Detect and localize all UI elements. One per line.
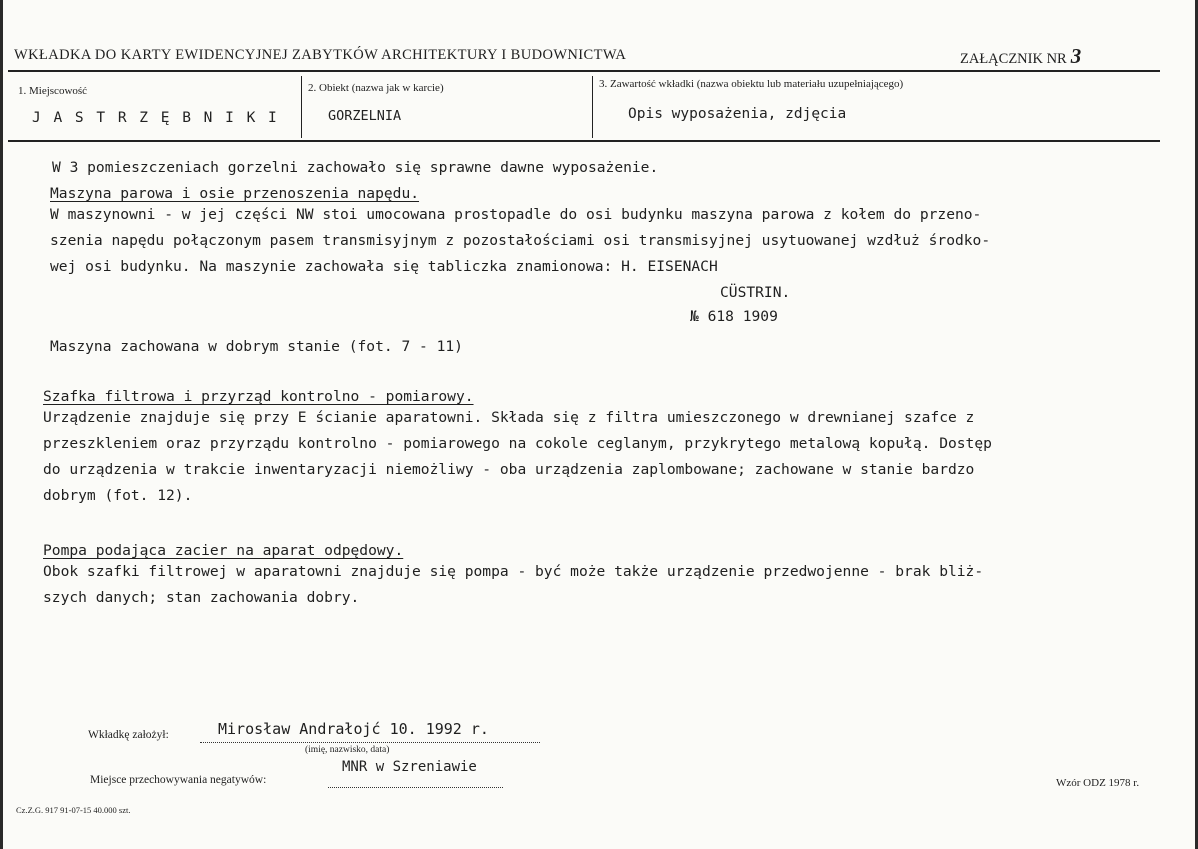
negatives-value: MNR w Szreniawie: [342, 759, 477, 775]
field-divider-2: [592, 76, 593, 138]
annex-number: 3: [1070, 44, 1082, 68]
header-bottom-rule: [8, 140, 1160, 142]
object-label: 2. Obiekt (nazwa jak w karcie): [308, 82, 444, 94]
created-hint: (imię, nazwisko, data): [305, 745, 390, 755]
form-code: Wzór ODZ 1978 r.: [1056, 777, 1140, 789]
section1-line-2: szenia napędu połączonym pasem transmisyjnym z pozostałościami osi transmisyjnej usytuowanej wzdłuż środko-: [50, 232, 991, 249]
header-top-rule: [8, 70, 1160, 72]
page-left-edge: [0, 0, 3, 849]
section2-line-1: Urządzenie znajduje się przy E ścianie aparatowni. Składa się z filtra umieszczonego w drewnianej szafce z: [43, 409, 975, 426]
plate-line-3: № 618 1909: [690, 308, 778, 325]
place-label: 1. Miejscowość: [18, 85, 88, 97]
field-divider-1: [301, 76, 302, 138]
section2-line-3: do urządzenia w trakcie inwentaryzacji niemożliwy - oba urządzenia zaplombowane; zachowane w stanie bardzo: [43, 461, 975, 478]
section3-heading: Pompa podająca zacier na aparat odpędowy.: [43, 542, 404, 559]
form-title: WKŁADKA DO KARTY EWIDENCYJNEJ ZABYTKÓW ARCHITEKTURY I BUDOWNICTWA: [14, 47, 627, 63]
content-label: 3. Zawartość wkładki (nazwa obiektu lub materiału uzupełniającego): [599, 78, 904, 90]
section3-line-1: Obok szafki filtrowej w aparatowni znajduje się pompa - być może także urządzenie przedwojenne - brak bliż-: [43, 563, 984, 580]
section1-line-3: wej osi budynku. Na maszynie zachowała się tabliczka znamionowa: H. EISENACH: [50, 258, 718, 275]
annex-label-text: ZAŁĄCZNIK NR: [960, 51, 1067, 67]
created-value: Mirosław Andrałojć 10. 1992 r.: [218, 720, 489, 738]
negatives-dotted-line: [328, 787, 503, 788]
section3-line-2: szych danych; stan zachowania dobry.: [43, 589, 360, 606]
section1-heading: Maszyna parowa i osie przenoszenia napędu.: [50, 185, 420, 202]
intro-text: W 3 pomieszczeniach gorzelni zachowało się sprawne dawne wyposażenie.: [52, 159, 659, 176]
section2-line-2: przeszkleniem oraz przyrządu kontrolno - pomiarowego na cokole ceglanym, przykrytego metalową kopułą. Dostęp: [43, 435, 992, 452]
section2-line-4: dobrym (fot. 12).: [43, 487, 193, 504]
section1-state: Maszyna zachowana w dobrym stanie (fot. 7 - 11): [50, 338, 463, 355]
object-value: GORZELNIA: [328, 108, 402, 124]
section1-line-1: W maszynowni - w jej części NW stoi umocowana prostopadle do osi budynku maszyna parowa z kołem do przeno-: [50, 206, 982, 223]
created-dotted-line: [200, 742, 540, 743]
created-label: Wkładkę założył:: [88, 729, 169, 741]
print-code: Cz.Z.G. 917 91-07-15 40.000 szt.: [16, 805, 131, 815]
negatives-label: Miejsce przechowywania negatywów:: [90, 774, 267, 786]
annex-label: [960, 44, 1081, 69]
content-value: Opis wyposażenia, zdjęcia: [628, 106, 847, 122]
plate-line-2: CÜSTRIN.: [720, 284, 791, 301]
place-value: J A S T R Z Ę B N I K I: [32, 110, 279, 126]
section2-heading: Szafka filtrowa i przyrząd kontrolno - pomiarowy.: [43, 388, 474, 405]
